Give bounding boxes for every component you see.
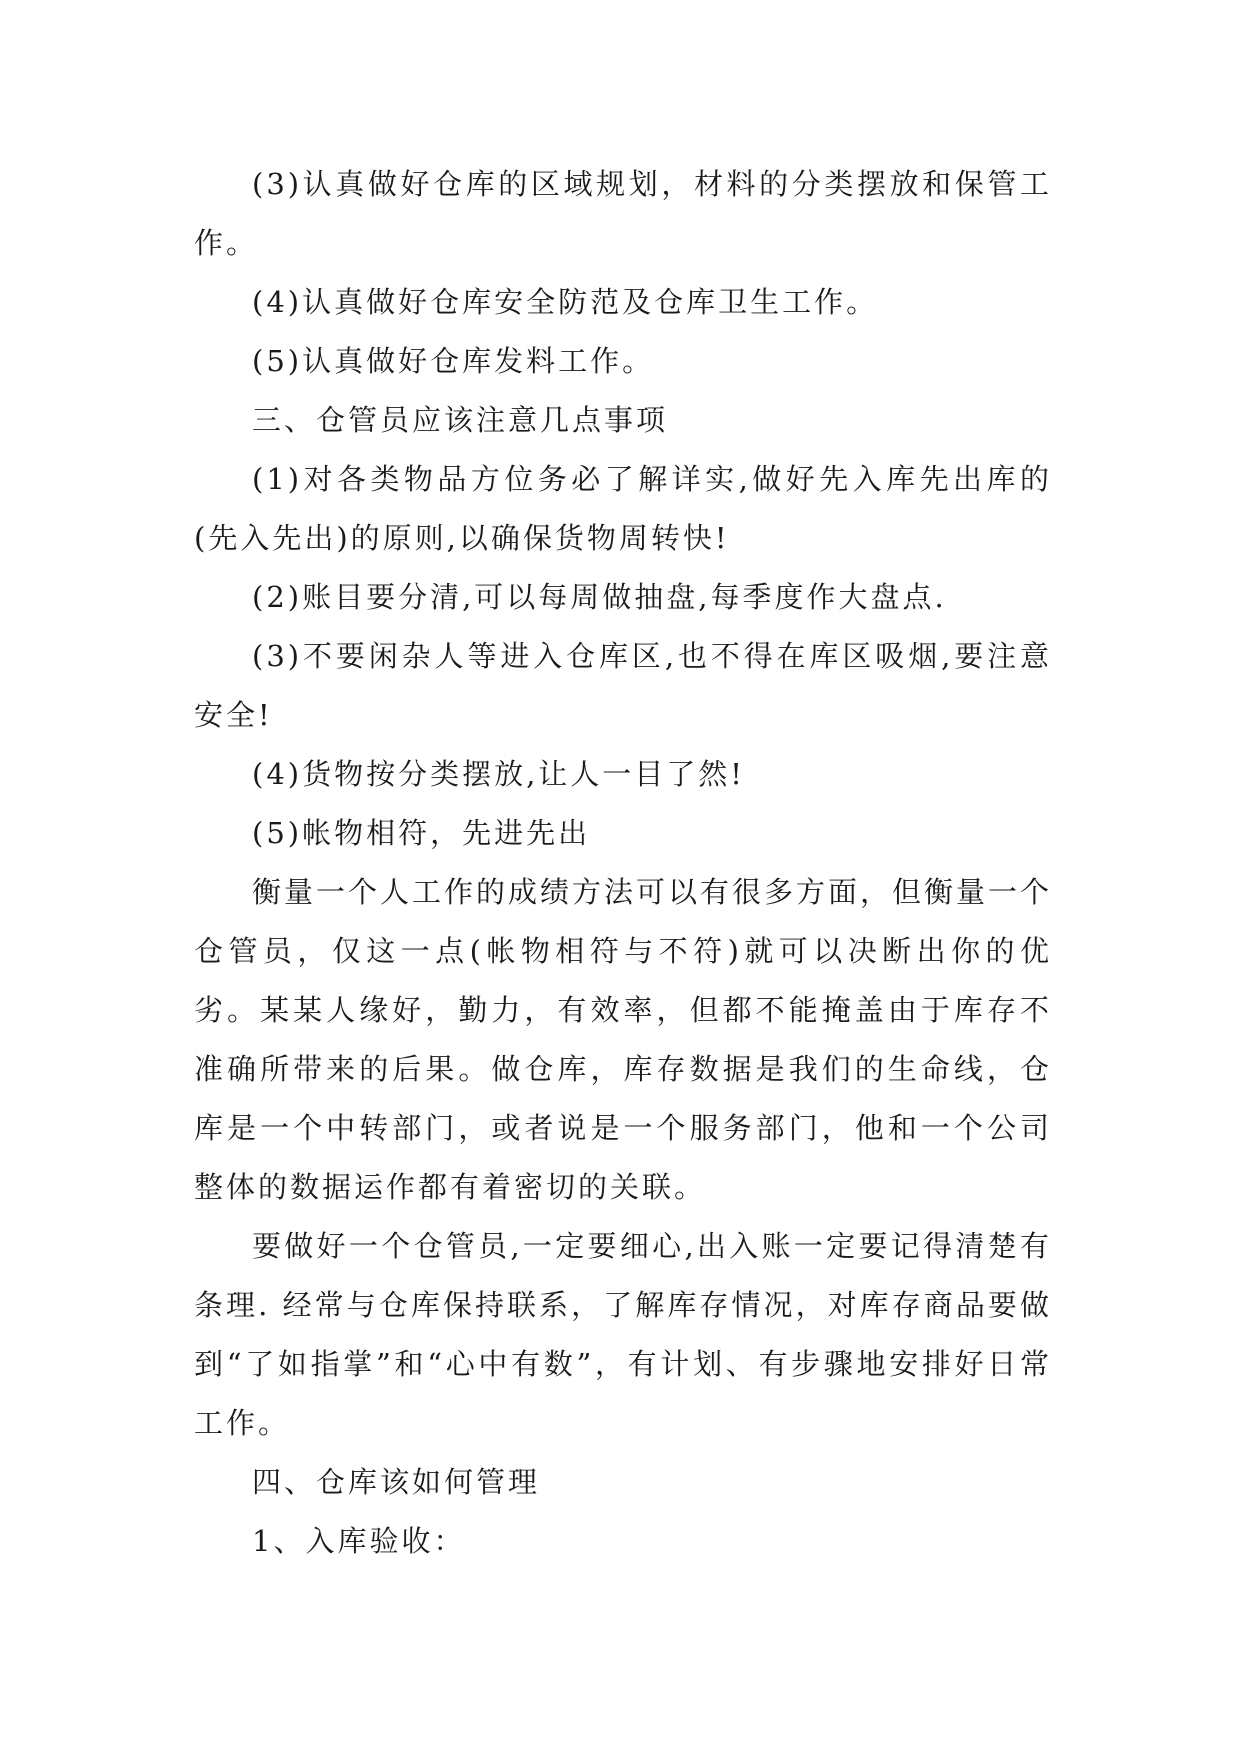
paragraph-material-issue: (5)认真做好仓库发料工作。 [252,344,655,378]
paragraph-inbound-inspection: 1、入库验收： [252,1524,466,1558]
paragraph-no-idlers: (3)不要闲杂人等进入仓库区,也不得在库区吸烟,要注意安全! [194,639,1052,732]
paragraph-performance: 衡量一个人工作的成绩方法可以有很多方面，但衡量一个仓管员，仅这一点(帐物相符与不符)就可以决断出你的优劣。某某人缘好，勤力，有效率，但都不能掩盖由于库存不准确所带来的后果。做仓库，库存数据是我们的生命线，仓库是一个中转部门，或者说是一个服务部门，他和一个公司整体的数据运作都有着密切的关联。 [194,875,1053,1204]
document-body [194,155,1052,1571]
paragraph-area-planning: (3)认真做好仓库的区域规划，材料的分类摆放和保管工作。 [194,167,1052,260]
paragraph-records-match: (5)帐物相符，先进先出 [252,816,591,850]
paragraph-careful-work: 要做好一个仓管员,一定要细心,出入账一定要记得清楚有条理. 经常与仓库保持联系，了解库存情况，对库存商品要做到“了如指掌”和“心中有数”，有计划、有步骤地安排好日常工作。 [194,1229,1052,1440]
paragraph-fifo: (1)对各类物品方位务必了解详实,做好先入库先出库的(先入先出)的原则,以确保货物周转快! [194,462,1052,555]
section-heading-management: 四、仓库该如何管理 [252,1465,541,1499]
section-heading-notes: 三、仓管员应该注意几点事项 [252,403,669,437]
paragraph-sorted-storage: (4)货物按分类摆放,让人一目了然! [252,757,745,791]
paragraph-accounts: (2)账目要分清,可以每周做抽盘,每季度作大盘点. [252,580,947,614]
paragraph-safety-hygiene: (4)认真做好仓库安全防范及仓库卫生工作。 [252,285,879,319]
